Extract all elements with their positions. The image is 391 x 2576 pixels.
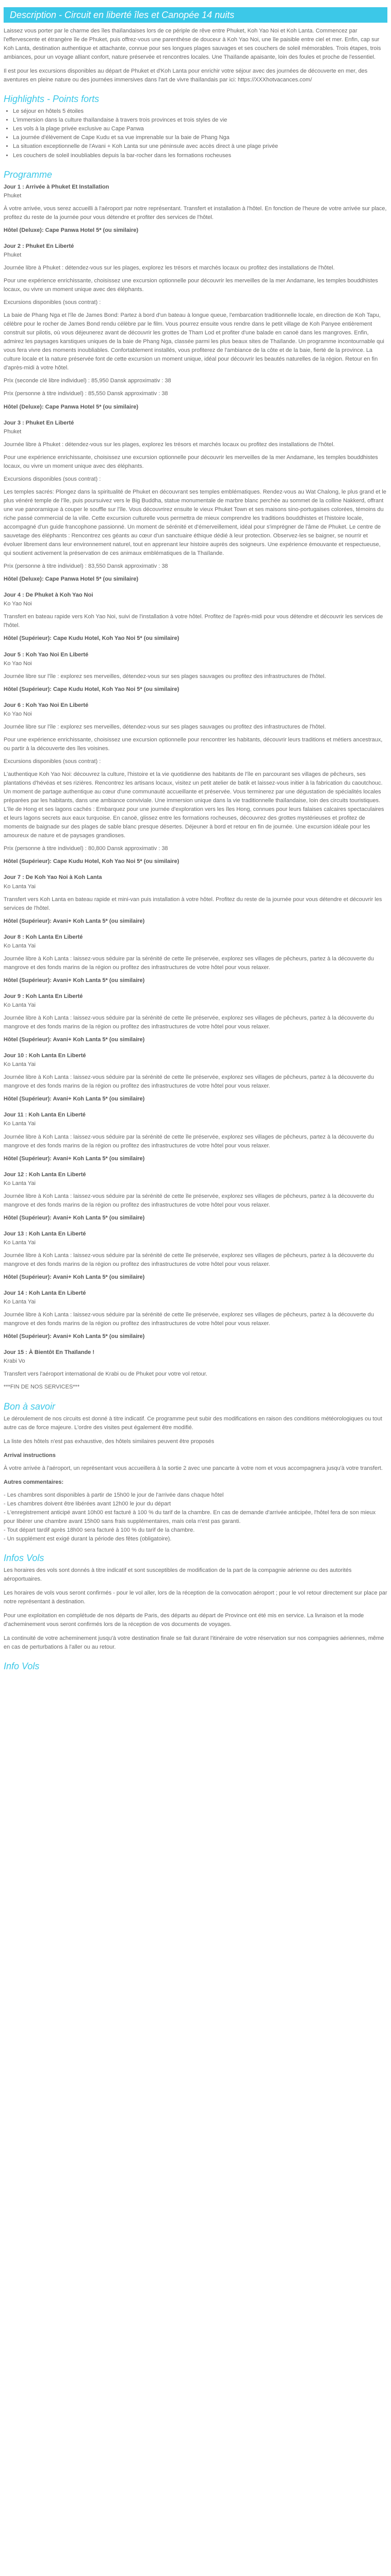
other-comment-line: - Les chambres sont disponibles à partir de 15h00 le jour de l'arrivée dans chaque hôtel [4,1492,224,1498]
day-paragraph: Transfert vers Koh Lanta en bateau rapide et mini-van puis installation à votre hôtel. Profitez du reste de la journée pour vous détendre et découvrir les services de l'hôtel. [4,896,382,911]
day-hotel: Hôtel (Supérieur): Cape Kudu Hotel, Koh Yao Noi 5* (ou similaire) [4,686,180,692]
day-place: Ko Lanta Yai [4,1180,36,1187]
programme-title: Programme [4,169,53,180]
day-place: Ko Yao Noi [4,660,32,667]
day-place: Ko Lanta Yai [4,1061,36,1068]
day-place: Ko Lanta Yai [4,1239,36,1246]
description-title: Description - Circuit en liberté îles et Canopée 14 nuits [10,10,235,20]
day-paragraph: Les temples sacrés: Plongez dans la spiritualité de Phuket en découvrant ses temples emblématiques. Rendez-vous au Wat Chalong, le plus grand et le plus vénéré temple de l'île, puis poursuivez vers le Big Buddha, statue monumentale de marbre blanc perchée au sommet de la colline Nakkerd, offrant une vue panoramique à couper le souffle sur l'île. Vous découvrirez ensuite le vieux Phuket Town et ses maisons sino-portugaises colorées, témoins du riche passé commercial de la ville. Cette excursion culturelle vous permettra de mieux comprendre les traditions bouddhistes et l'histoire locale, accompagné d'un guide francophone passionné. Un moment de sérénité et d'émerveillement, idéal pour s'imprégner de l'âme de Phuket. Le centre de sauvetage des éléphants : Rencontrez ces géants au cœur d'un sanctuaire éthique dédié à leur protection. Observez-les se baigner, se nourrir et évoluer librement dans leur environnement naturel, tout en apprenant leur histoire auprès des soigneurs. Une expérience émouvante et respectueuse, qui soutient activement la préservation de ces animaux emblématiques de la Thaïlande. [4,488,386,557]
description-header [4,7,387,23]
programme-day [4,419,387,584]
infos-vols-paragraph: Les horaires des vols sont donnés à titre indicatif et sont susceptibles de modification de la part de la compagnie aérienne ou des autorités aéroportuaires. [4,1567,352,1583]
programme-day [4,933,387,985]
other-comment-line: - Tout départ tardif après 18h00 sera facturé à 100 % du tarif de la chambre. [4,1527,195,1533]
intro-section [4,27,387,84]
day-paragraph: Prix (personne à titre individuel) : 85,550 Dansk approximativ : 38 [4,391,168,397]
day-hotel: Hôtel (Deluxe): Cape Panwa Hotel 5* (ou similaire) [4,227,139,233]
arrival-instructions-title: Arrival instructions [4,1452,56,1459]
day-paragraph: Journée libre sur l'île : explorez ses merveilles, détendez-vous sur ses plages sauvages ou profitez des infrastructures de l'hôtel. [4,673,326,680]
day-title: Jour 10 : Koh Lanta En Liberté [4,1053,86,1059]
info-vols-footer-title: Info Vols [4,1661,40,1672]
day-title: Jour 15 : À Bientôt En Thaïlande ! [4,1349,95,1356]
highlights-list [4,107,387,160]
day-title: Jour 12 : Koh Lanta En Liberté [4,1171,86,1178]
other-comments-list [4,1491,387,1544]
day-title: Jour 4 : De Phuket à Koh Yao Noi [4,592,93,599]
infos-vols-paragraph: Pour une exploitation en complétude de nos départs de Paris, des départs au départ de Province ont été mis en service. La livraison et la mode d'acheminement vous seront confirmés lors de la réception de vos documents de voyages. [4,1613,364,1628]
other-comment-line: - L'enregistrement anticipé avant 10h00 est facturé à 100 % du tarif de la chambre. En cas de demande d'arrivée anticipée, l'hôtel fera de son mieux pour libérer une chambre avant 15h00 sans frais supplémentaires, mais cela n'est pas garanti. [4,1509,376,1524]
programme-day [4,651,387,694]
day-hotel: Hôtel (Supérieur): Avani+ Koh Lanta 5* (ou similaire) [4,1096,145,1103]
day-paragraph: Journée libre à Koh Lanta : laissez-vous séduire par la sérénité de cette île préservée, explorez ses villages de pêcheurs, partez à la découverte du mangrove et des fonds marins de la région ou profitez des infrastructures de votre hôtel pour vous relaxer. [4,1252,374,1268]
day-place: Phuket [4,192,22,199]
day-title: Jour 3 : Phuket En Liberté [4,419,74,426]
day-hotel: Hôtel (Supérieur): Avani+ Koh Lanta 5* (ou similaire) [4,1155,145,1162]
day-title: Jour 7 : De Koh Yao Noi à Koh Lanta [4,874,102,881]
day-place: Phuket [4,428,22,435]
day-hotel: Hôtel (Supérieur): Avani+ Koh Lanta 5* (ou similaire) [4,1274,145,1281]
day-paragraph: Journée libre à Koh Lanta : laissez-vous séduire par la sérénité de cette île préservée, explorez ses villages de pêcheurs, partez à la découverte du mangrove et des fonds marins de la région ou profitez des infrastructures de votre hôtel pour vous relaxer. [4,1193,374,1208]
day-title: Jour 5 : Koh Yao Noi En Liberté [4,651,89,658]
day-paragraph: Pour une expérience enrichissante, choisissez une excursion optionnelle pour découvrir les merveilles de la mer Andamane, les temples bouddhistes locaux, ou vivre un moment unique avec des éléphants. [4,277,378,293]
day-place: Ko Lanta Yai [4,1002,36,1008]
day-paragraph: Journée libre sur l'île : explorez ses merveilles, détendez-vous sur ses plages sauvages ou profitez des infrastructures de l'hôtel. [4,723,326,730]
day-title: Jour 11 : Koh Lanta En Liberté [4,1112,86,1118]
intro-paragraph: Laissez vous porter par le charme des îles thaïlandaises lors de ce périple de rêve entre Phuket, Koh Yao Noi et Koh Lanta. Commencez par l'effervescente et étrangère île de Phuket, puis offrez-vous une parenthèse de douceur à Koh Yao Noi, une île paisible entre ciel et mer. Enfin, cap sur Koh Lanta, destination authentique et attachante, connue pour ses longues plages sauvages et ses couchers de soleil mémorables. Trois étapes, trois ambiances, pour un voyage alliant confort, nature préservée et rencontres locales. Une Thaïlande apaisante, loin des foules et proche de l'essentiel. [4,28,381,61]
day-paragraph: ***FIN DE NOS SERVICES*** [4,1384,80,1391]
day-hotel: Hôtel (Supérieur): Avani+ Koh Lanta 5* (ou similaire) [4,1037,145,1043]
day-paragraph: Journée libre à Koh Lanta : laissez-vous séduire par la sérénité de cette île préservée, explorez ses villages de pêcheurs, partez à la découverte du mangrove et des fonds marins de la région ou profitez des infrastructures de votre hôtel pour vous relaxer. [4,1015,374,1030]
highlight-item: • La situation exceptionnelle de l'Avani + Koh Lanta sur une péninsule avec accès direct à une plage privée [13,142,387,151]
day-paragraph: Journée libre à Koh Lanta : laissez-vous séduire par la sérénité de cette île préservée, explorez ses villages de pêcheurs, partez à la découverte du mangrove et des fonds marins de la région ou profitez des infrastructures de votre hôtel pour vous relaxer. [4,1074,374,1090]
programme-day [4,1230,387,1282]
day-title: Jour 8 : Koh Lanta En Liberté [4,934,83,940]
day-paragraph: Excursions disponibles (sous contrat) : [4,299,101,306]
day-paragraph: Prix (personne à titre individuel) : 83,550 Dansk approximativ : 38 [4,563,168,570]
infos-vols-section [4,1566,387,1652]
programme-day [4,183,387,235]
highlight-item: • Les couchers de soleil inoubliables depuis la bar-rocher dans les formations rocheuses [13,151,387,160]
programme-day [4,1052,387,1104]
day-place: Ko Lanta Yai [4,942,36,949]
day-paragraph: Pour une expérience enrichissante, choisissez une excursion optionnelle pour découvrir les merveilles de la mer Andamane, les temples bouddhistes locaux, ou vivre un moment unique avec des éléphants. [4,454,378,469]
day-paragraph: Excursions disponibles (sous contrat) : [4,758,101,765]
highlight-item: • L'immersion dans la culture thaïlandaise à travers trois provinces et trois styles de vie [13,116,387,125]
day-place: Ko Lanta Yai [4,1299,36,1306]
day-paragraph: Prix (seconde clé libre individuel) : 85,950 Dansk approximativ : 38 [4,378,171,384]
day-hotel: Hôtel (Supérieur): Avani+ Koh Lanta 5* (ou similaire) [4,918,145,924]
highlight-item: • La journée d'élèvement de Cape Kudu et sa vue imprenable sur la baie de Phang Nga [13,133,387,142]
day-title: Jour 1 : Arrivée à Phuket Et Installation [4,183,109,190]
programme-day [4,591,387,643]
bon-a-savoir-paragraph: La liste des hôtels n'est pas exhaustive, des hôtels similaires peuvent être proposés [4,1438,215,1445]
day-paragraph: La baie de Phang Nga et l'île de James Bond: Partez à bord d'un bateau à longue queue, l'embarcation traditionnelle locale, en direction de Koh Tapu, célèbre pour le rocher de James Bond rendu célèbre par le film. Vous pourrez ensuite vous rendre dans le petit village de Koh Panyee entièrement construit sur pilotis, où vous déjeunerez avant de découvrir les grottes de Tham Lod et profiter d'une balade en canoë dans les mangroves. Enfin, admirez les paysages karstiques uniques de la baie de Phang Nga, classée parmi les plus beaux sites de Thaïlande. Un programme incontournable qui vous fera vivre des moments inoubliables. Confortablement installés, vous profiterez de l'ambiance de la côte et de la baie, fierté de la province. La culture locale et la nature préservée font de cette excursion un moment unique, idéal pour découvrir les beautés naturelles de la région. Retour en fin d'après-midi à votre hôtel. [4,312,384,371]
other-comments-title: Autres commentaires: [4,1479,64,1485]
day-paragraph: Pour une expérience enrichissante, choisissez une excursion optionnelle pour rencontrer les habitants, découvrir leurs traditions et métiers ancestraux, ou partir à la découverte des îles voisines. [4,736,383,752]
programme-day [4,992,387,1044]
day-place: Ko Lanta Yai [4,1121,36,1127]
day-place: Phuket [4,251,22,258]
arrival-instructions-text: À votre arrivée à l'aéroport, un représentant vous accueillera à la sortie 2 avec une pancarte à votre nom et vous accompagnera jusqu'à votre transfert. [4,1465,383,1471]
day-paragraph: Journée libre à Koh Lanta : laissez-vous séduire par la sérénité de cette île préservée, explorez ses villages de pêcheurs, partez à la découverte du mangrove et des fonds marins de la région ou profitez des infrastructures de votre hôtel pour vous relaxer. [4,1133,374,1149]
programme-day [4,1171,387,1223]
day-hotel: Hôtel (Deluxe): Cape Panwa Hotel 5* (ou similaire) [4,403,139,410]
programme-day [4,1111,387,1163]
day-hotel: Hôtel (Supérieur): Avani+ Koh Lanta 5* (ou similaire) [4,1333,145,1340]
day-paragraph: Prix (personne à titre individuel) : 80,800 Dansk approximativ : 38 [4,845,168,852]
day-hotel: Hôtel (Deluxe): Cape Panwa Hotel 5* (ou similaire) [4,576,139,583]
infos-vols-paragraph: Les horaires de vols vous seront confirmés - pour le vol aller, lors de la réception de la convocation aéroport ; pour le vol retour directement sur place par notre représentant à destination. [4,1590,387,1605]
programme-days [4,183,387,1392]
programme-day [4,701,387,867]
bon-a-savoir-title: Bon à savoir [4,1401,56,1412]
day-hotel: Hôtel (Supérieur): Avani+ Koh Lanta 5* (ou similaire) [4,1214,145,1221]
day-paragraph: Journée libre à Phuket : détendez-vous sur les plages, explorez les trésors et marchés locaux ou profitez des installations de l'hôtel. [4,264,335,271]
day-place: Ko Yao Noi [4,601,32,607]
day-paragraph: À votre arrivée, vous serez accueilli à l'aéroport par notre représentant. Transfert et installation à l'hôtel. En fonction de l'heure de votre arrivée sur place, profitez du reste de la journée pour vous détendre et profiter des services de l'hôtel. [4,205,387,221]
day-hotel: Hôtel (Supérieur): Avani+ Koh Lanta 5* (ou similaire) [4,977,145,984]
day-paragraph: Transfert en bateau rapide vers Koh Yao Noi, suivi de l'installation à votre hôtel. Profitez de l'après-midi pour vous détendre et découvrir les services de l'hôtel. [4,614,383,629]
day-paragraph: Excursions disponibles (sous contrat) : [4,476,101,482]
day-title: Jour 2 : Phuket En Liberté [4,243,74,249]
day-place: Ko Lanta Yai [4,883,36,890]
intro-paragraph: Il est pour les excursions disponibles au départ de Phuket et d'Koh Lanta pour enrichir votre séjour avec des journées de découverte en mer, des aventures en pleine nature ou des journées immersives dans l'art de vivre thaïlandais par ici: https://XXXhotvacances.com/ [4,68,368,83]
day-title: Jour 9 : Koh Lanta En Liberté [4,993,83,999]
day-hotel: Hôtel (Supérieur): Cape Kudu Hotel, Koh Yao Noi 5* (ou similaire) [4,635,180,642]
day-title: Jour 14 : Koh Lanta En Liberté [4,1290,86,1297]
programme-day [4,1289,387,1341]
programme-day [4,873,387,925]
highlight-item: • Le séjour en hôtels 5 étoiles [13,107,387,116]
day-paragraph: Journée libre à Koh Lanta : laissez-vous séduire par la sérénité de cette île préservée, explorez ses villages de pêcheurs, partez à la découverte du mangrove et des fonds marins de la région ou profitez des infrastructures de votre hôtel pour vous relaxer. [4,1312,374,1327]
bon-a-savoir-section [4,1415,387,1544]
day-paragraph: Journée libre à Phuket : détendez-vous sur les plages, explorez les trésors et marchés locaux ou profitez des installations de l'hôtel. [4,441,335,448]
day-hotel: Hôtel (Supérieur): Cape Kudu Hotel, Koh Yao Noi 5* (ou similaire) [4,858,180,865]
bon-a-savoir-paragraph: Le déroulement de nos circuits est donné à titre indicatif. Ce programme peut subir des modifications en raison des conditions météorologiques ou tout autre cas de force majeure. L'ordre des visites peut également être modifié. [4,1415,382,1431]
other-comment-line: - Un supplément est exigé durant la période des fêtes (obligatoire). [4,1536,172,1543]
day-title: Jour 6 : Koh Yao Noi En Liberté [4,702,89,708]
day-paragraph: Journée libre à Koh Lanta : laissez-vous séduire par la sérénité de cette île préservée, explorez ses villages de pêcheurs, partez à la découverte du mangrove et des fonds marins de la région ou profitez des infrastructures de votre hôtel pour vous relaxer. [4,955,374,971]
highlight-item: • Les vols à la plage privée exclusive au Cape Panwa [13,125,387,133]
infos-vols-title: Infos Vols [4,1553,44,1564]
programme-day [4,242,387,412]
other-comment-line: - Les chambres doivent être libérées avant 12h00 le jour du départ [4,1500,171,1507]
day-title: Jour 13 : Koh Lanta En Liberté [4,1230,86,1237]
day-place: Ko Yao Noi [4,710,32,717]
day-paragraph: Transfert vers l'aéroport international de Krabi ou de Phuket pour votre vol retour. [4,1371,207,1378]
day-place: Krabi Vo [4,1358,25,1365]
day-paragraph: L'authentique Koh Yao Noi: découvrez la culture, l'histoire et la vie quotidienne des habitants de l'île en parcourant ses villages de pêcheurs, ses plantations d'hévéas et ses rizières. Rencontrez les artisans locaux, visitez un petit atelier de batik et laissez-vous initier à la fabrication du caoutchouc. Un moment de partage authentique au cœur d'une communauté accueillante et préservée. Vous terminerez par une dégustation de spécialités locales préparées par les habitants, dans une ambiance conviviale. Une immersion unique dans la vie traditionnelle thaïlandaise, loin des circuits touristiques. L'île de Hong et ses lagons cachés : Embarquez pour une journée d'exploration vers les îles Hong, connues pour leurs falaises calcaires spectaculaires et leurs lagons secrets aux eaux turquoise. En canoë, glissez entre les formations rocheuses, découvrez des grottes mystérieuses et profitez de moments de baignade sur des plages de sable blanc presque désertes. Déjeuner à bord et retour en fin de journée. Une excursion idéale pour les amoureux de nature et de paysages grandioses. [4,771,384,839]
highlights-title: Highlights - Points forts [4,94,100,105]
infos-vols-paragraph: La continuité de votre acheminement jusqu'à votre destination finale se fait durant l'itinéraire de votre réservation sur nos compagnies aériennes, même en cas de perturbations à l'aller ou au retour. [4,1635,384,1651]
programme-day [4,1348,387,1392]
